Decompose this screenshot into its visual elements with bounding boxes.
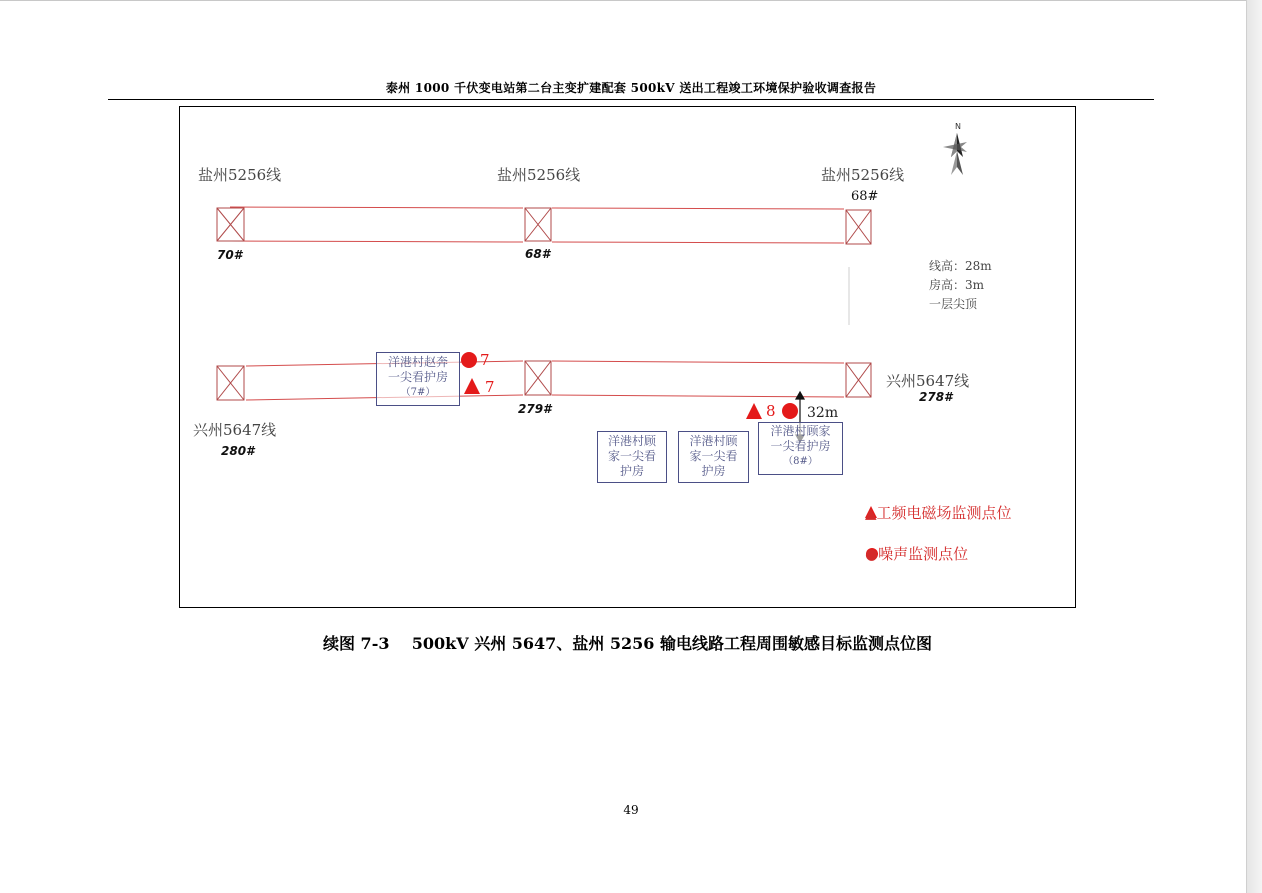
conductor-line [552,242,844,243]
house-8-number: （8#） [783,456,818,467]
line-label-yanzhou-left: 盐州5256线 [198,166,282,184]
house-a-line-3: 护房 [619,464,644,478]
house-a-line-2: 家一尖看 [607,449,656,463]
house-7 [376,352,460,406]
house-8-line-1: 洋港村顾家 [770,424,831,438]
svg-text:N: N [955,122,961,131]
line-height-note: 线高：28m [929,259,992,273]
conductor-line [552,361,844,363]
roof-type-note: 一层尖顶 [929,297,978,311]
page-right-edge [1246,0,1262,893]
figure-caption: 续图 7-3 500kV 兴州 5647、盐州 5256 输电线路工程周围敏感目标监测点位图 [322,634,932,653]
page-number: 49 [623,803,639,817]
noise-point-7 [461,352,477,368]
house-b-line-2: 家一尖看 [689,449,738,463]
tower-68-mid [525,208,551,241]
tower-label-279: 279# [518,402,552,416]
north-arrow-icon [943,122,967,175]
house-7-line-2: 一尖看护房 [387,370,448,384]
house-8 [758,422,843,475]
tower-278 [846,363,871,397]
noise-point-8 [782,403,798,419]
house-a [597,431,667,483]
house-8-line-2: 一尖看护房 [770,439,831,453]
running-header: 泰州 1000 千伏变电站第二台主变扩建配套 500kV 送出工程竣工环境保护验收调查报告 [385,81,877,95]
conductor-line [230,207,523,208]
towers [217,208,871,400]
tower-label-278: 278# [919,390,953,404]
house-height-note: 房高：3m [929,278,985,292]
tower-label-280: 280# [221,444,255,458]
map-drawing [180,107,1075,607]
tower-label-70: 70# [217,248,243,262]
line-label-xingzhou-left: 兴州5647线 [193,421,277,439]
header-rule [108,99,1154,100]
tower-label-68-right: 68# [851,189,879,204]
house-7-line-1: 洋港村赵奔 [387,355,448,369]
line-label-xingzhou-right: 兴州5647线 [886,372,970,390]
legend-noise: ●噪声监测点位 [865,545,969,563]
tower-68-right [846,210,871,244]
house-b-line-1: 洋港村顾 [689,434,738,448]
emf-point-8-label: 8 [766,402,776,420]
page-top-edge [0,0,1262,1]
tower-70 [217,208,244,241]
emf-point-8 [746,403,762,419]
tower-280 [217,366,244,400]
legend-emf: ▲工频电磁场监测点位 [865,504,1012,522]
line-label-yanzhou-mid: 盐州5256线 [497,166,581,184]
conductor-line [552,208,844,209]
line-label-yanzhou-right: 盐州5256线 [821,166,905,184]
house-7-number: （7#） [400,387,436,398]
figure-frame [179,106,1076,608]
tower-279 [525,361,551,395]
emf-point-7 [464,378,480,394]
house-b-line-3: 护房 [701,464,726,478]
emf-point-7-label: 7 [485,378,495,396]
house-b [678,431,749,483]
distance-label: 32m [807,405,839,421]
noise-point-7-label: 7 [480,351,490,369]
house-a-line-1: 洋港村顾 [607,434,656,448]
conductor-line [230,241,523,242]
tower-label-68-mid: 68# [525,247,551,261]
